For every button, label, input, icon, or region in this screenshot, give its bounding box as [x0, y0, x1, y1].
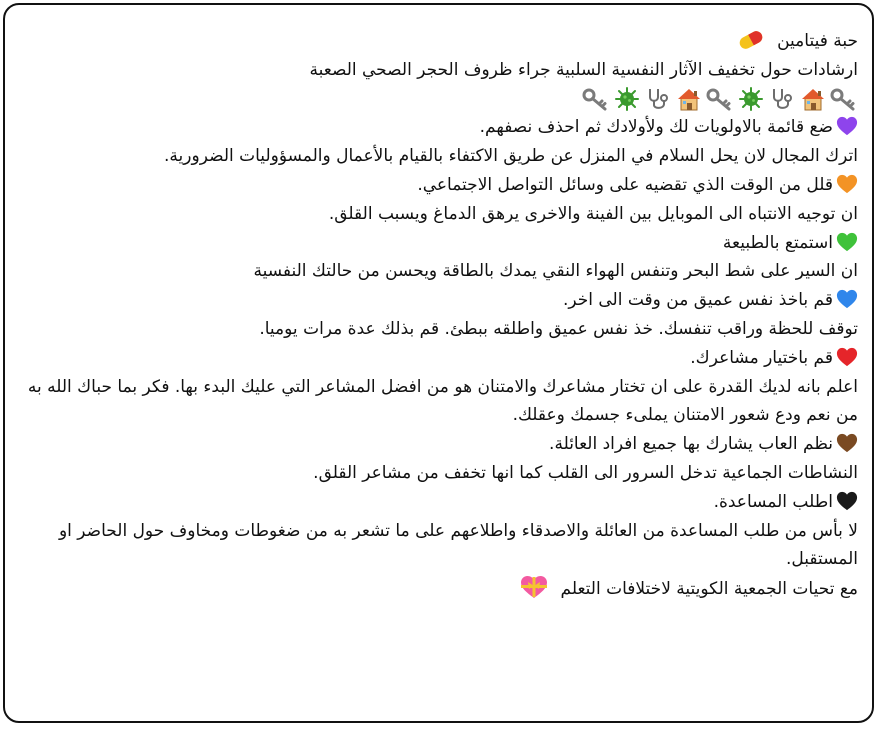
tip3-line [19, 229, 858, 258]
tip5-body-line [19, 373, 858, 431]
decor-icons [582, 85, 858, 114]
tip2-body-text: ان توجيه الانتباه الى الموبايل بين الفينة والاخرى يرهق الدماغ ويسبب القلق. [328, 203, 858, 224]
stethoscope-icon [644, 87, 672, 111]
tip4-line [19, 286, 858, 315]
tip3-body-text: ان السير على شط البحر وتنفس الهواء النقي يمدك بالطاقة ويحسن من حالتك النفسية [253, 261, 858, 282]
tip1-line [19, 113, 858, 142]
subtitle-line [19, 56, 858, 85]
tip2-body-line [19, 200, 858, 229]
black-heart-icon [836, 490, 858, 512]
heart-with-ribbon-icon [519, 574, 549, 600]
message-card [3, 3, 874, 723]
tip1-text: ضع قائمة بالاولويات لك ولأولادك ثم احذف نصفهم. [479, 117, 833, 138]
tip7-line [19, 488, 858, 517]
subtitle-text: ارشادات حول تخفيف الآثار النفسية السلبية جراء ظروف الحجر الصحي الصعبة [309, 59, 858, 80]
orange-heart-icon [836, 173, 858, 195]
purple-heart-icon [836, 115, 858, 137]
tip3-text: استمتع بالطبيعة [722, 232, 833, 253]
red-heart-icon [836, 346, 858, 368]
key-icon [706, 87, 734, 111]
house-icon [799, 87, 827, 111]
tip5-line [19, 344, 858, 373]
tip6-text: نظم العاب يشارك بها جميع افراد العائلة. [549, 434, 833, 455]
virus-icon [737, 87, 765, 111]
tip7-body-text: لا بأس من طلب المساعدة من العائلة والاصدقاء واطلاعهم على ما تشعر به من ضغوطات ومخاوف حول الحاضر او المستقبل. [58, 520, 858, 570]
tip6-body-line [19, 459, 858, 488]
key-icon [830, 87, 858, 111]
tip4-body-text: توقف للحظة وراقب تنفسك. خذ نفس عميق واطلقه ببطئ. قم بذلك عدة مرات يوميا. [259, 318, 858, 339]
closing-line [19, 574, 858, 603]
tip1-body-text: اترك المجال لان يحل السلام في المنزل عن طريق الاكتفاء بالقيام بالأعمال والمسؤوليات الضرورية. [164, 146, 858, 167]
tip7-text: اطلب المساعدة. [713, 491, 833, 512]
tip1-body-line [19, 142, 858, 171]
tip4-body-line [19, 315, 858, 344]
blue-heart-icon [836, 288, 858, 310]
stethoscope-icon [768, 87, 796, 111]
message-body [19, 27, 858, 603]
tip5-text: قم باختيار مشاعرك. [690, 347, 833, 368]
green-heart-icon [836, 231, 858, 253]
tip5-body-text: اعلم بانه لديك القدرة على ان تختار مشاعرك والامتنان هو من افضل المشاعر التي عليك البدء بها. فكر بما حباك الله به من نعم ودع شعور الامتنان يملىء جسمك وعقلك. [27, 376, 858, 426]
pill-icon [736, 29, 766, 51]
tip6-line [19, 430, 858, 459]
virus-icon [613, 87, 641, 111]
house-icon [675, 87, 703, 111]
closing-text: مع تحيات الجمعية الكويتية لاختلافات التعلم [560, 579, 858, 600]
brown-heart-icon [836, 432, 858, 454]
tip3-body-line [19, 257, 858, 286]
tip2-text: قلل من الوقت الذي تقضيه على وسائل التواصل الاجتماعي. [417, 174, 833, 195]
tip4-text: قم باخذ نفس عميق من وقت الى اخر. [562, 290, 833, 311]
title-text: حبة فيتامين [777, 31, 858, 51]
tip6-body-text: النشاطات الجماعية تدخل السرور الى القلب كما انها تخفف من مشاعر القلق. [313, 462, 858, 483]
decor-row [19, 85, 858, 114]
key-icon [582, 87, 610, 111]
tip2-line [19, 171, 858, 200]
tip7-body-line [19, 517, 858, 575]
title-line [19, 27, 858, 56]
